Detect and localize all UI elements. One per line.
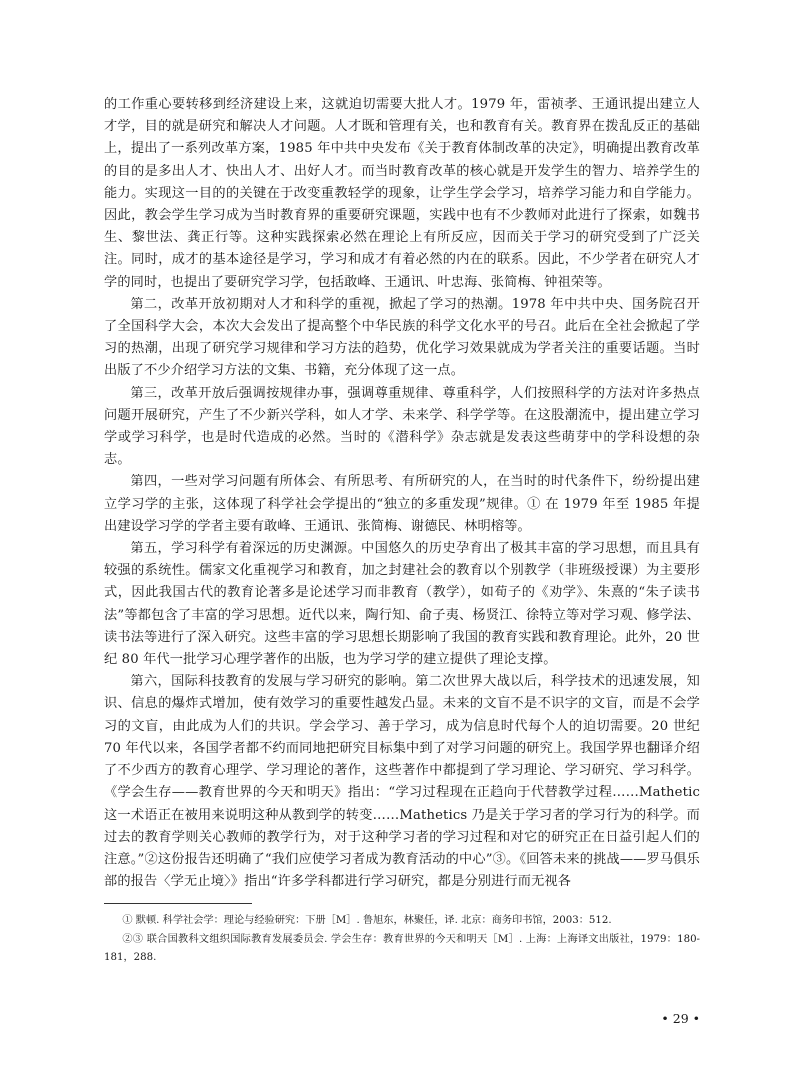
page-number: • 29 •: [661, 1011, 700, 1026]
paragraph-second: 第二，改革开放初期对人才和科学的重视，掀起了学习的热潮。1978 年中共中央、国务院召开了全国科学大会，本次大会发出了提高整个中华民族的科学文化水平的号召。此后在全社会掀起了学习的热潮，出现了研究学习规律和学习方法的趋势，优化学习效果就成为学者关注的重要话题。当时出版了不少介绍学习方法的文集、书籍，充分体现了这一点。: [104, 296, 700, 379]
paragraph-sixth: 第六，国际科技教育的发展与学习研究的影响。第二次世界大战以后，科学技术的迅速发展，知识、信息的爆炸式增加，使有效学习的重要性越发凸显。未来的文盲不是不识字的文盲，而是不会学习的文盲，由此成为人们的共识。学会学习、善于学习，成为信息时代每个人的迫切需要。20 世纪 70 年代以来，各国学者都不约而同地把研究目标集中到了对学习问题的研究上。我国学界也翻译介绍了不少西方的教育心理学、学习理论的著作，这些著作中都提到了学习理论、学习研究、学习科学。《学会生存——教育世界的今天和明天》指出：“学习过程现在正趋向于代替教学过程……Mathetic 这一术语正在被用来说明这种从教到学的转变……Mathetics 乃是关于学习者的学习行为的科学。而过去的教育学则关心教师的教学行为，对于这种学习者的学习过程和对它的研究正在日益引起人们的注意。”②这份报告还明确了“我们应使学习者成为教育活动的中心”③。《回答未来的挑战——罗马俱乐部的报告〈学无止境〉》指出“许多学科都进行学习研究，都是分别进行而无视各: [104, 674, 700, 890]
paragraph-fifth: 第五，学习科学有着深远的历史渊源。中国悠久的历史孕育出了极其丰富的学习思想，而且具有较强的系统性。儒家文化重视学习和教育，加之封建社会的教育以个别教学（非班级授课）为主要形式，因此我国古代的教育论著多是论述学习而非教育（教学），如荀子的《劝学》、朱熹的“朱子读书法”等都包含了丰富的学习思想。近代以来，陶行知、俞子夷、杨贤江、徐特立等对学习观、修学法、读书法等进行了深入研究。这些丰富的学习思想长期影响了我国的教育实践和教育理论。此外，20 世纪 80 年代一批学习心理学著作的出版，也为学习学的建立提供了理论支撑。: [104, 541, 700, 668]
paragraph-fourth: 第四，一些对学习问题有所体会、有所思考、有所研究的人，在当时的时代条件下，纷纷提出建立学习学的主张，这体现了科学社会学提出的“独立的多重发现”规律。① 在 1979 年至 1985 年提出建设学习学的学者主要有敢峰、王通讯、张简梅、谢德民、林明榕等。: [104, 474, 700, 534]
paragraph-continuation: 的工作重心要转移到经济建设上来，这就迫切需要大批人才。1979 年，雷祯孝、王通讯提出建立人才学，目的就是研究和解决人才问题。人才既和管理有关，也和教育有关。教育界在拨乱反正的基础上，提出了一系列改革方案，1985 年中共中央发布《关于教育体制改革的决定》，明确提出教育改革的目的是多出人才、快出人才、出好人才。而当时教育改革的核心就是开发学生的智力、培养学生的能力。实现这一目的的关键在于改变重教轻学的现象，让学生学会学习，培养学习能力和自学能力。因此，教会学生学习成为当时教育界的重要研究课题，实践中也有不少教师对此进行了探索，如魏书生、黎世法、龚正行等。这种实践探索必然在理论上有所反应，因而关于学习的研究受到了广泛关注。同时，成才的基本途径是学习，学习和成才有着必然的内在的联系。因此，不少学者在研究人才学的同时，也提出了要研究学习学，包括敢峰、王通讯、叶忠海、张简梅、钟祖荣等。: [104, 97, 700, 290]
paragraph-third: 第三，改革开放后强调按规律办事，强调尊重规律、尊重科学，人们按照科学的方法对许多热点问题开展研究，产生了不少新兴学科，如人才学、未来学、科学学等。在这股潮流中，提出建立学习学或学习科学，也是时代造成的必然。当时的《潜科学》杂志就是发表这些萌芽中的学科设想的杂志。: [104, 385, 700, 468]
footnote-1: ① 默顿. 科学社会学：理论与经验研究：下册［M］. 鲁旭东，林聚任，译. 北京：商务印书馆，2003：512.: [122, 915, 612, 926]
footnotes: [104, 912, 700, 968]
footnote-divider: [104, 903, 252, 904]
body-text: [104, 94, 700, 893]
footnote-2-3: ②③ 联合国教科文组织国际教育发展委员会. 学会生存：教育世界的今天和明天［M］. 上海：上海译文出版社，1979：180-181，288.: [104, 933, 700, 963]
